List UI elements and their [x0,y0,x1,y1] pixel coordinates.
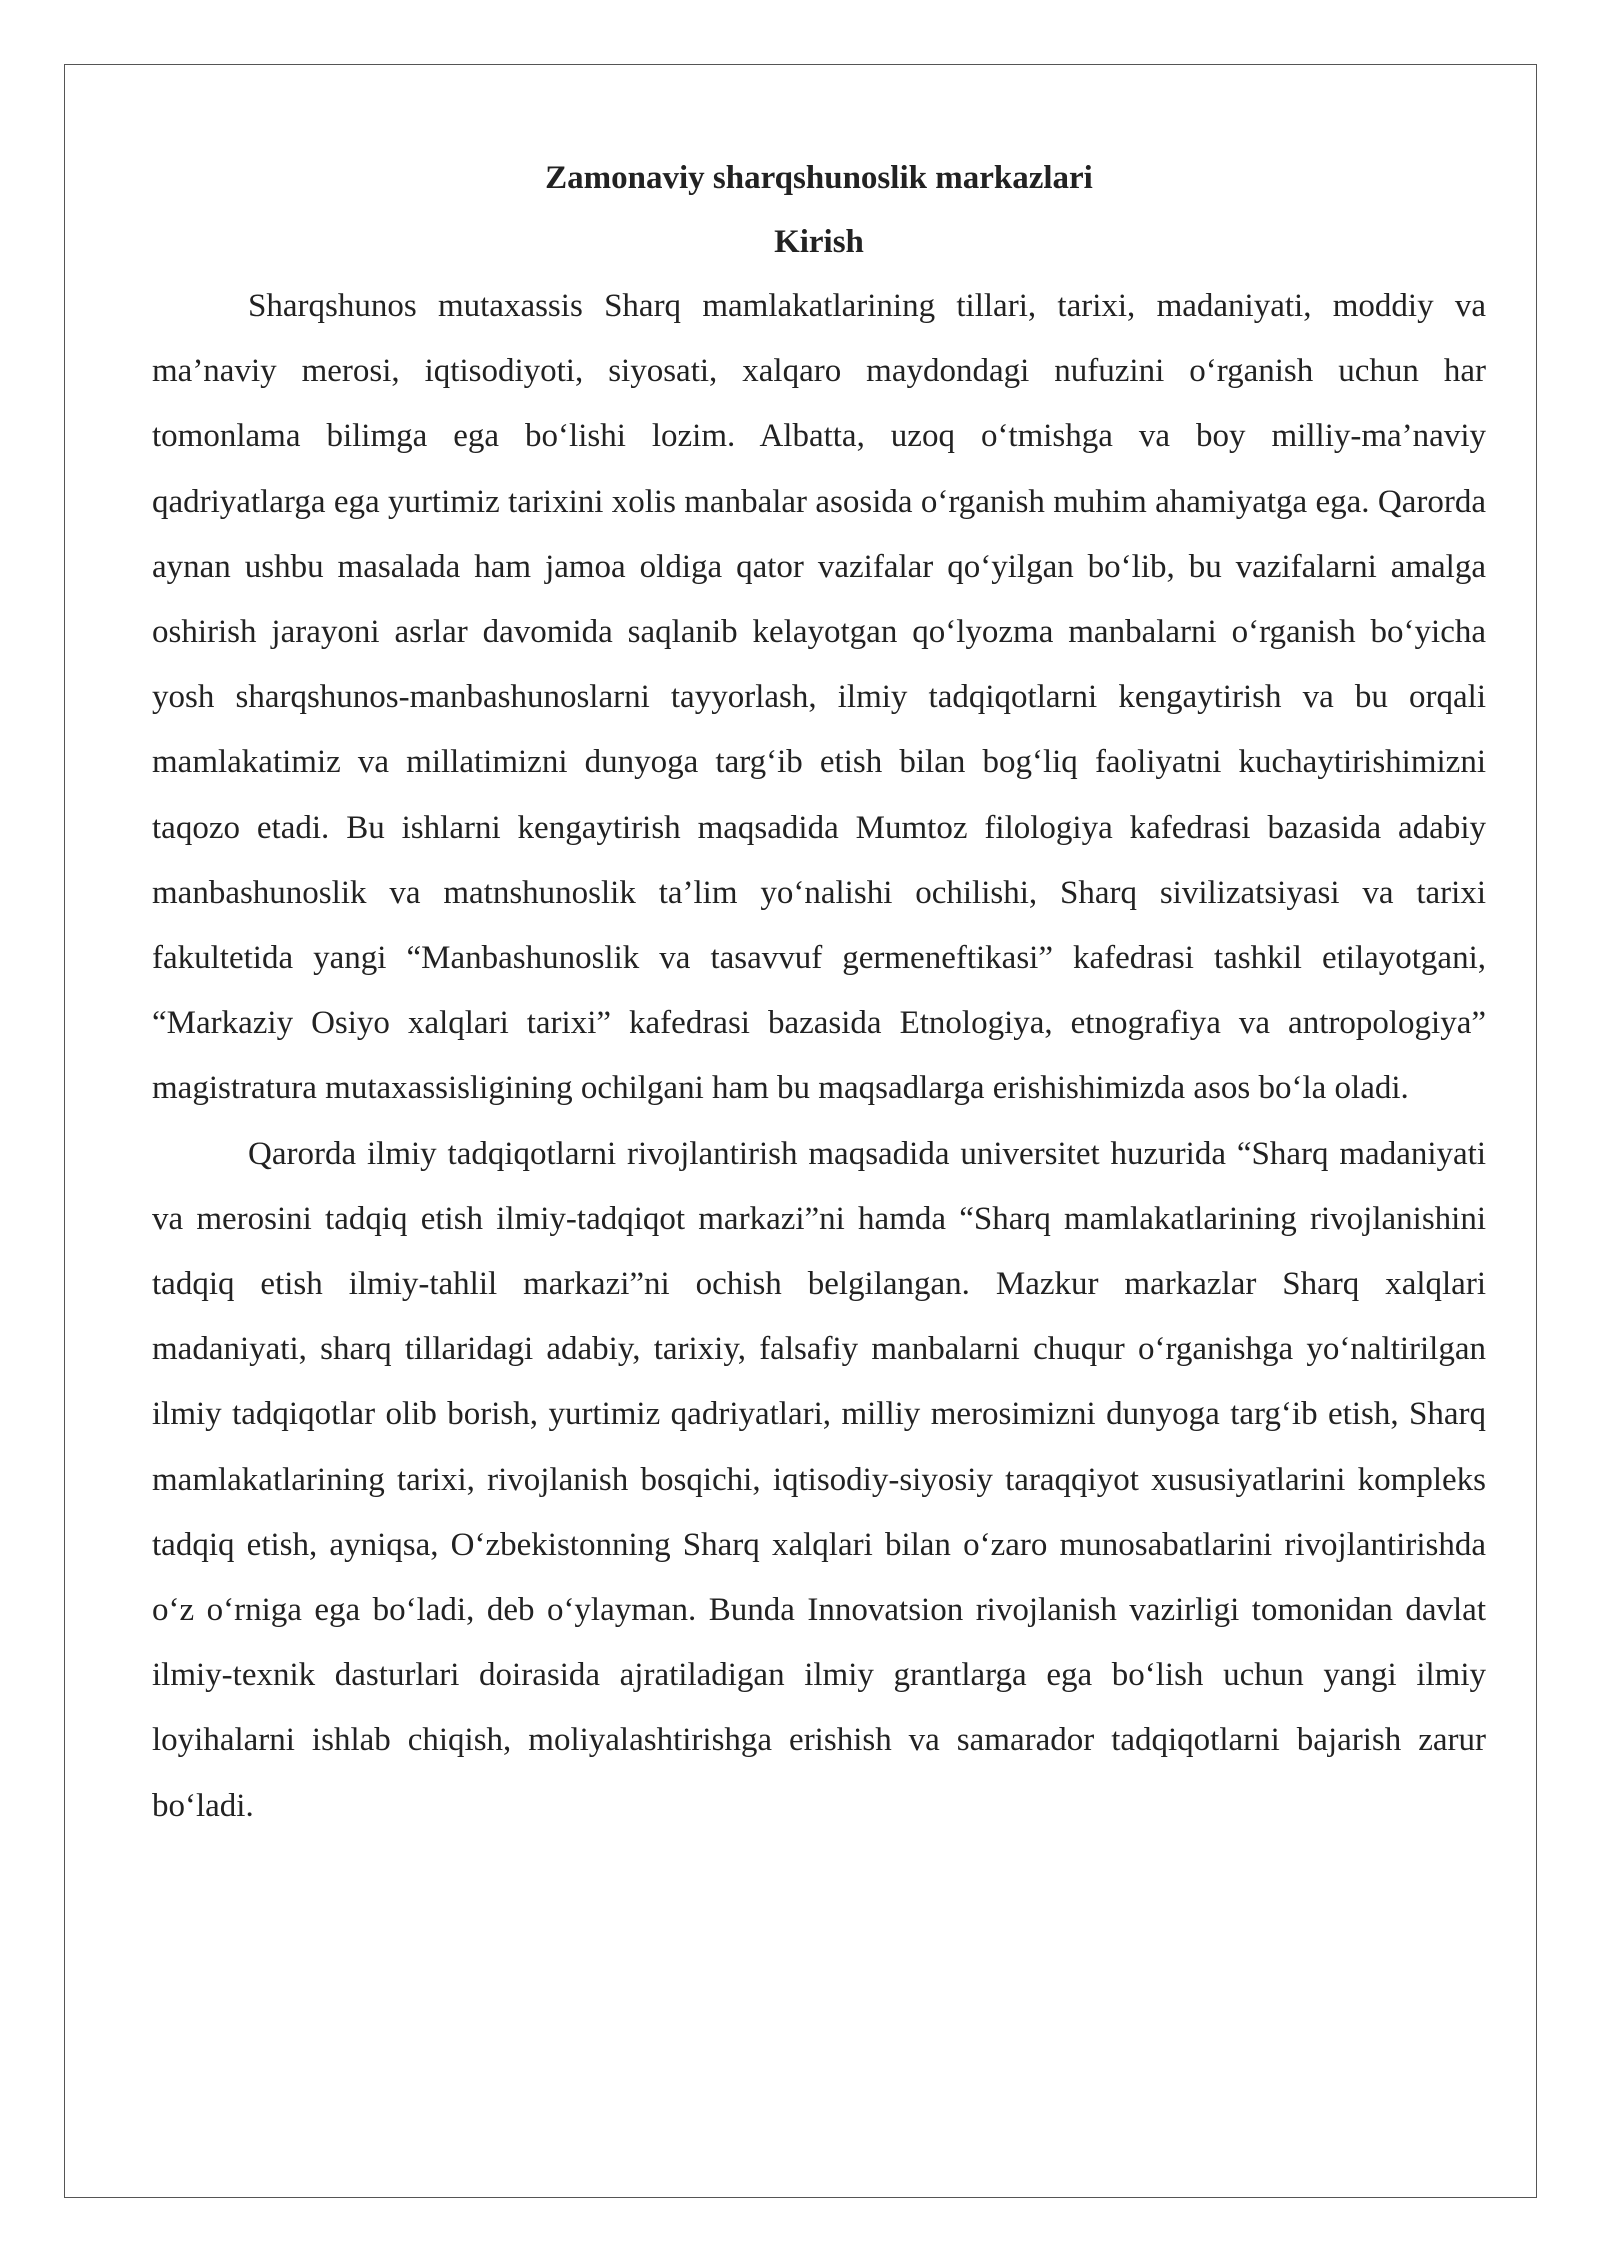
document-title: Zamonaviy sharqshunoslik markazlari [545,160,1093,196]
section-heading: Kirish [774,224,864,260]
paragraph-2: Qarorda ilmiy tadqiqotlarni rivojlantirish maqsadida universitet huzurida “Sharq madaniyati va merosini tadqiq etish ilmiy-tadqiqot markazi”ni hamda “Sharq mamlakatlarining rivojlanishini tadqiq etish ilmiy-tahlil markazi”ni ochish belgilangan. Mazkur markazlar Sharq xalqlari madaniyati, sharq tillaridagi adabiy, tarixiy, falsafiy manbalarni chuqur o‘rganishga yo‘naltirilgan ilmiy tadqiqotlar olib borish, yurtimiz qadriyatlari, milliy merosimizni dunyoga targ‘ib etish, Sharq mamlakatlarining tarixi, rivojlanish bosqichi, iqtisodiy-siyosiy taraqqiyot xususiyatlarini kompleks tadqiq etish, ayniqsa, O‘zbekistonning Sharq xalqlari bilan o‘zaro munosabatlarini rivojlantirishda o‘z o‘rniga ega bo‘ladi, deb o‘ylayman. Bunda Innovatsion rivojlanish vazirligi tomonidan davlat ilmiy-texnik dasturlari doirasida ajratiladigan ilmiy grantlarga ega bo‘lish uchun yangi ilmiy loyihalarni ishlab chiqish, moliyalashtirishga erishish va samarador tadqiqotlarni bajarish zarur bo‘ladi. [152,1135,1486,1824]
paragraph-1: Sharqshunos mutaxassis Sharq mamlakatlarining tillari, tarixi, madaniyati, moddiy va ma’naviy merosi, iqtisodiyoti, siyosati, xalqaro maydondagi nufuzini o‘rganish uchun har tomonlama bilimga ega bo‘lishi lozim. Albatta, uzoq o‘tmishga va boy milliy-ma’naviy qadriyatlarga ega yurtimiz tarixini xolis manbalar asosida o‘rganish muhim ahamiyatga ega. Qarorda aynan ushbu masalada ham jamoa oldiga qator vazifalar qo‘yilgan bo‘lib, bu vazifalarni amalga oshirish jarayoni asrlar davomida saqlanib kelayotgan qo‘lyozma manbalarni o‘rganish bo‘yicha yosh sharqshunos-manbashunoslarni tayyorlash, ilmiy tadqiqotlarni kengaytirish va bu orqali mamlakatimiz va millatimizni dunyoga targ‘ib etish bilan bog‘liq faoliyatni kuchaytirishimizni taqozo etadi. Bu ishlarni kengaytirish maqsadida Mumtoz filologiya kafedrasi bazasida adabiy manbashunoslik va matnshunoslik ta’lim yo‘nalishi ochilishi, Sharq sivilizatsiyasi va tarixi fakultetida yangi “Manbashunoslik va tasavvuf germeneftikasi” kafedrasi tashkil etilayotgani, “Markaziy Osiyo xalqlari tarixi” kafedrasi bazasida Etnologiya, etnografiya va antropologiya” magistratura mutaxassisligining ochilgani ham bu maqsadlarga erishishimizda asos bo‘la oladi. [152,288,1486,1107]
document-body [152,146,1486,1839]
